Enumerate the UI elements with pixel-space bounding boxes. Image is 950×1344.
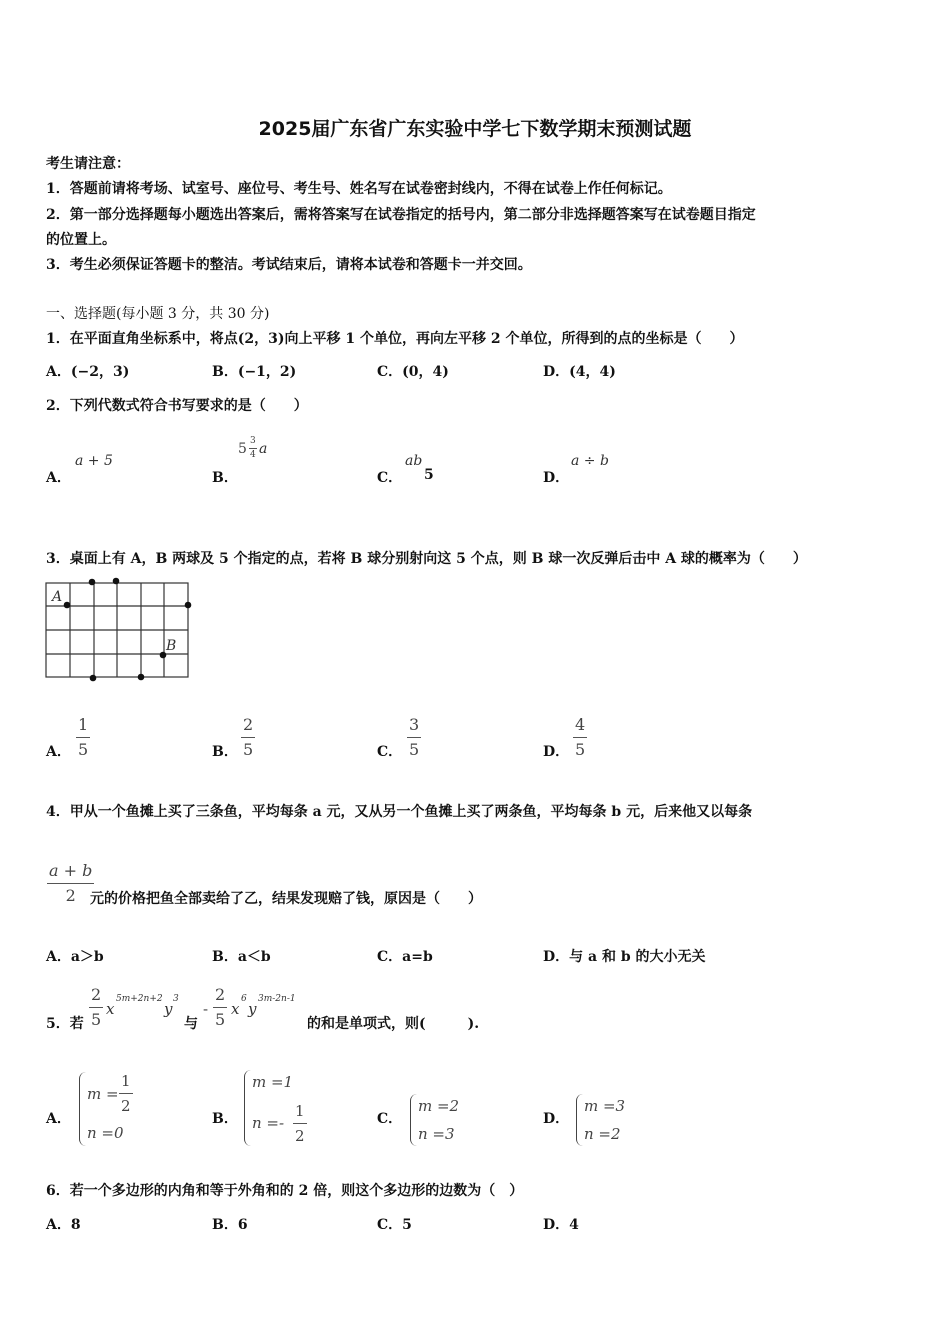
q2-expr-b-num: 3 xyxy=(250,436,256,446)
question-4-cont: 元的价格把鱼全部卖给了乙，结果发现赔了钱，原因是（ ） xyxy=(90,891,482,907)
q3-point-1 xyxy=(89,579,96,586)
q2-expr-a: a + 5 xyxy=(75,453,113,469)
q5-suffix: 的和是单项式，则( ). xyxy=(307,1016,480,1032)
q3-num-d: 4 xyxy=(575,715,586,734)
q2-option-a[interactable]: A． xyxy=(46,470,71,486)
q3-frac-b xyxy=(241,716,255,759)
notice-item-1: 1．答题前请将考场、试室号、座位号、考生号、姓名写在试卷密封线内，不得在试卷上作任何标记。 xyxy=(46,181,672,197)
q4-frac xyxy=(47,862,94,905)
q3-grid-lines xyxy=(46,583,188,677)
q5-minus: - xyxy=(203,1000,209,1018)
q2-expr-b-bar xyxy=(249,448,257,449)
q3-num-b: 2 xyxy=(243,715,254,734)
q5-frac-1-num: 2 xyxy=(91,985,102,1004)
q3-option-c[interactable]: C． xyxy=(377,744,403,760)
q5-frac-2 xyxy=(213,986,227,1029)
page-title: 2025届广东省广东实验中学七下数学期末预测试题 xyxy=(258,118,692,140)
q1-option-d[interactable]: D．(4，4) xyxy=(543,364,616,380)
notice-item-2: 2．第一部分选择题每小题选出答案后，需将答案写在试卷指定的括号内，第二部分非选择题答案写在试卷题目指定 xyxy=(46,207,756,223)
notice-heading: 考生请注意： xyxy=(46,156,130,172)
q2-option-c[interactable]: C． xyxy=(377,470,403,486)
q3-num-c: 3 xyxy=(409,715,420,734)
q5-b-n: n =- xyxy=(252,1114,285,1132)
q5-a-n: n =0 xyxy=(87,1124,124,1142)
q3-frac-d xyxy=(573,716,587,759)
q5-option-c[interactable]: C． xyxy=(377,1111,403,1127)
q5-option-a[interactable]: A． xyxy=(46,1111,71,1127)
q5-frac-2-num: 2 xyxy=(215,985,226,1004)
q6-option-a[interactable]: A．8 xyxy=(46,1217,81,1233)
q5-mid: 与 xyxy=(184,1016,198,1032)
q2-expr-b-whole: 5 xyxy=(238,441,247,457)
q1-option-c[interactable]: C．(0，4) xyxy=(377,364,449,380)
q4-frac-den: 2 xyxy=(65,886,76,905)
q5-frac-1-den: 5 xyxy=(91,1010,102,1029)
notice-item-2-cont: 的位置上。 xyxy=(46,232,116,248)
q5-b-m: m =1 xyxy=(252,1073,294,1091)
q3-option-b[interactable]: B． xyxy=(212,744,238,760)
notice-item-3: 3．考生必须保证答题卡的整洁。考试结束后，请将本试卷和答题卡一并交回。 xyxy=(46,257,532,273)
q2-expr-c-tail: 5 xyxy=(424,467,434,483)
q5-option-b[interactable]: B． xyxy=(212,1111,238,1127)
q2-expr-b-den: 4 xyxy=(250,450,256,460)
q5-b-n-num: 1 xyxy=(295,1102,305,1120)
q1-option-a[interactable]: A．(−2，3) xyxy=(46,364,130,380)
question-5-prefix: 5．若 xyxy=(46,1016,84,1032)
q3-ball-a xyxy=(64,602,71,609)
q4-option-a[interactable]: A．a＞b xyxy=(46,949,104,965)
q5-x1: x xyxy=(106,1000,115,1018)
q5-a-m: m = xyxy=(87,1085,119,1103)
q3-option-d[interactable]: D． xyxy=(543,744,570,760)
q5-y1-exp: 3 xyxy=(173,994,179,1004)
q5-c-n: n =3 xyxy=(418,1125,455,1143)
q5-c-brace xyxy=(410,1094,417,1146)
q6-option-b[interactable]: B．6 xyxy=(212,1217,248,1233)
q6-option-d[interactable]: D．4 xyxy=(543,1217,579,1233)
q5-b-brace xyxy=(244,1070,251,1146)
q5-frac-1 xyxy=(89,986,103,1029)
q4-option-b[interactable]: B．a＜b xyxy=(212,949,271,965)
q3-point-5 xyxy=(138,674,145,681)
q3-den-d: 5 xyxy=(575,740,586,759)
q5-y1: y xyxy=(164,1000,173,1018)
q5-a-m-den: 2 xyxy=(121,1097,131,1115)
q3-den-c: 5 xyxy=(409,740,420,759)
q5-y2: y xyxy=(248,1000,257,1018)
q3-point-4 xyxy=(90,675,97,682)
q5-d-n: n =2 xyxy=(584,1125,621,1143)
q5-a-m-frac xyxy=(119,1072,133,1115)
q3-frac-c xyxy=(407,716,421,759)
q3-den-b: 5 xyxy=(243,740,254,759)
q2-option-d[interactable]: D． xyxy=(543,470,570,486)
q2-expr-b-var: a xyxy=(259,441,268,457)
q5-b-n-frac xyxy=(293,1102,307,1145)
question-1: 1．在平面直角坐标系中，将点(2，3)向上平移 1 个单位，再向左平移 2 个单位，所得到的点的坐标是（ ） xyxy=(46,331,744,347)
q3-point-3 xyxy=(185,602,192,609)
q5-a-m-num: 1 xyxy=(121,1072,131,1090)
q3-point-2 xyxy=(113,578,120,585)
q5-x2-exp: 6 xyxy=(241,994,247,1004)
q5-b-n-den: 2 xyxy=(295,1127,305,1145)
q4-option-d[interactable]: D．与 a 和 b 的大小无关 xyxy=(543,949,706,965)
q1-option-b[interactable]: B．(−1，2) xyxy=(212,364,297,380)
q3-label-a: A xyxy=(52,589,63,605)
q2-expr-c: ab xyxy=(405,453,423,469)
q2-expr-d: a ÷ b xyxy=(571,453,609,469)
section-heading: 一、选择题(每小题 3 分，共 30 分) xyxy=(46,306,270,322)
q4-frac-num: a + b xyxy=(49,861,93,880)
q5-x2: x xyxy=(231,1000,240,1018)
q5-option-d[interactable]: D． xyxy=(543,1111,570,1127)
q5-x1-exp: 5m+2n+2 xyxy=(116,994,163,1004)
q5-y2-exp: 3m-2n-1 xyxy=(258,994,296,1004)
q6-option-c[interactable]: C．5 xyxy=(377,1217,412,1233)
question-3: 3．桌面上有 A，B 两球及 5 个指定的点，若将 B 球分别射向这 5 个点，则 B 球一次反弹后击中 A 球的概率为（ ） xyxy=(46,551,807,567)
q2-option-b[interactable]: B． xyxy=(212,470,238,486)
question-2: 2．下列代数式符合书写要求的是（ ） xyxy=(46,398,308,414)
q3-num-a: 1 xyxy=(78,715,89,734)
q3-frac-a xyxy=(76,716,90,759)
q3-label-b: B xyxy=(166,638,177,654)
q3-option-a[interactable]: A． xyxy=(46,744,71,760)
q5-c-m: m =2 xyxy=(418,1097,460,1115)
q5-a-brace xyxy=(79,1072,86,1146)
q4-option-c[interactable]: C．a=b xyxy=(377,949,433,965)
q3-den-a: 5 xyxy=(78,740,89,759)
q5-frac-2-den: 5 xyxy=(215,1010,226,1029)
q3-grid-figure xyxy=(40,574,200,686)
question-4: 4．甲从一个鱼摊上买了三条鱼，平均每条 a 元，又从另一个鱼摊上买了两条鱼，平均每条 b 元，后来他又以每条 xyxy=(46,804,753,820)
q5-d-brace xyxy=(576,1094,583,1146)
q5-d-m: m =3 xyxy=(584,1097,626,1115)
question-6: 6．若一个多边形的内角和等于外角和的 2 倍，则这个多边形的边数为（ ） xyxy=(46,1183,524,1199)
